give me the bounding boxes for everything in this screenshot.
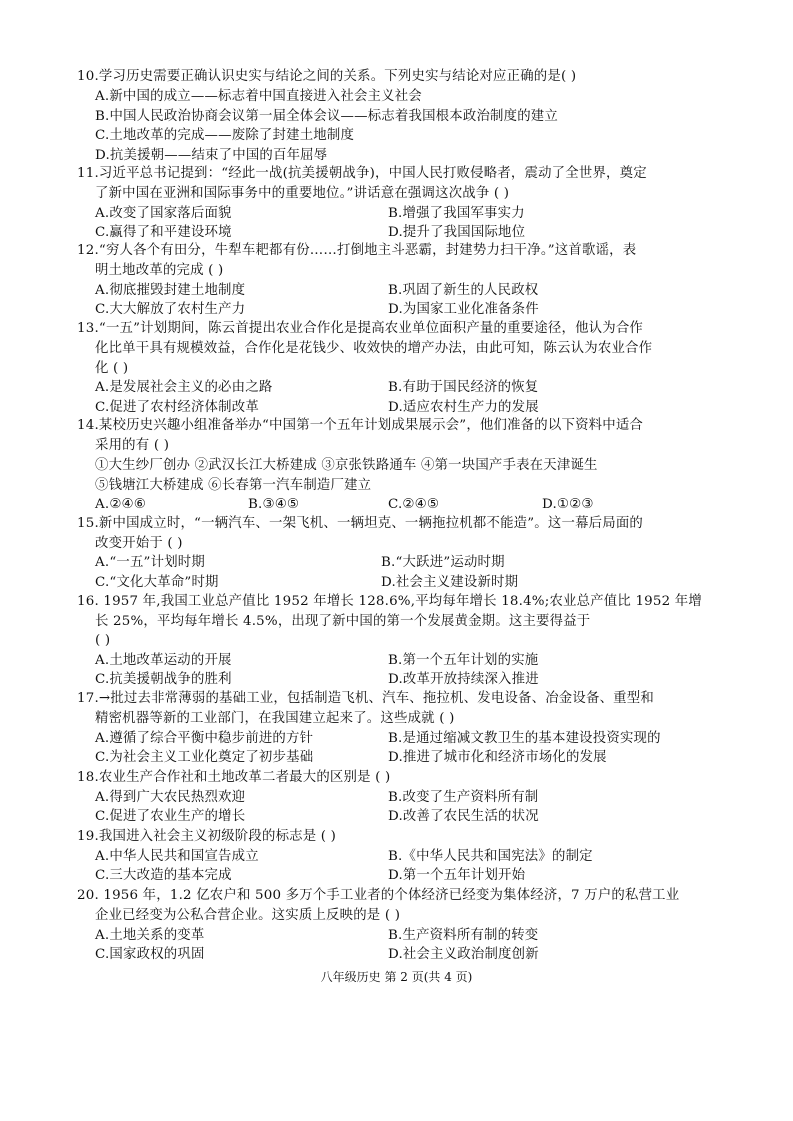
question-13-option-b: B.有助于国民经济的恢复: [388, 380, 539, 395]
question-12-stem-line-2: 明土地改革的完成 ( ): [95, 263, 224, 278]
question-20-option-d: D.社会主义政治制度创新: [388, 947, 539, 962]
question-14-option-d: D.①②③: [542, 497, 594, 512]
question-19-option-a: A.中华人民共和国宣告成立: [95, 849, 259, 864]
question-20-option-a: A.土地关系的变革: [95, 928, 205, 943]
question-20-option-c: C.国家政权的巩固: [95, 947, 205, 962]
question-13-stem-line-3: 化 ( ): [95, 361, 129, 376]
question-14-option-c: C.②④⑤: [388, 497, 440, 512]
question-10-option-b: B.中国人民政治协商会议第一届全体会议——标志着我国根本政治制度的建立: [95, 109, 558, 124]
question-16-option-b: B.第一个五年计划的实施: [388, 653, 539, 668]
question-13-option-c: C.促进了农村经济体制改革: [95, 400, 259, 415]
question-10-option-c: C.土地改革的完成——废除了封建土地制度: [95, 128, 355, 143]
question-16-option-c: C.抗美援朝战争的胜利: [95, 672, 232, 687]
question-12-option-a: A.彻底摧毁封建土地制度: [95, 283, 246, 298]
question-16-option-a: A.土地改革运动的开展: [95, 653, 232, 668]
question-12-option-b: B.巩固了新生的人民政权: [388, 283, 539, 298]
question-19-option-d: D.第一个五年计划开始: [388, 868, 526, 883]
question-17-option-d: D.推进了城市化和经济市场化的发展: [388, 750, 607, 765]
question-16-stem-line-1: 16. 1957 年,我国工业总产值比 1952 年增长 128.6%,平均每年增长 18.4%;农业总产值比 1952 年增: [77, 594, 702, 609]
question-15-stem-line-2: 改变开始于 ( ): [95, 536, 183, 551]
question-19-stem: 19.我国进入社会主义初级阶段的标志是 ( ): [77, 829, 337, 844]
question-13-option-a: A.是发展社会主义的必由之路: [95, 380, 273, 395]
question-17-stem-line-1: 17.→批过去非常薄弱的基础工业，包括制造飞机、汽车、拖拉机、发电设备、冶金设备、重型和: [77, 691, 654, 706]
question-17-option-b: B.是通过缩减文教卫生的基本建设投资实现的: [388, 731, 661, 746]
question-18-option-d: D.改善了农民生活的状况: [388, 809, 539, 824]
question-14-option-b: B.③④⑤: [248, 497, 300, 512]
question-19-option-c: C.三大改造的基本完成: [95, 868, 232, 883]
question-17-option-a: A.遵循了综合平衡中稳步前进的方针: [95, 731, 314, 746]
question-20-stem-line-1: 20. 1956 年，1.2 亿农户和 500 多万个手工业者的个体经济已经变为集体经济，7 万户的私营工业: [77, 888, 680, 903]
question-18-option-c: C.促进了农业生产的增长: [95, 809, 246, 824]
question-10-option-a: A.新中国的成立——标志着中国直接进入社会主义社会: [95, 89, 422, 104]
question-19-option-b: B.《中华人民共和国宪法》的制定: [388, 849, 593, 864]
question-18-option-b: B.改变了生产资料所有制: [388, 790, 539, 805]
question-13-option-d: D.适应农村生产力的发展: [388, 400, 539, 415]
question-18-stem: 18.农业生产合作社和土地改革二者最大的区别是 ( ): [77, 770, 391, 785]
question-15-stem-line-1: 15.新中国成立时，“一辆汽车、一架飞机、一辆坦克、一辆拖拉机都不能造”。这一幕后局面的: [77, 516, 644, 531]
question-14-option-a: A.②④⑥: [95, 497, 146, 512]
question-11-option-c: C.赢得了和平建设环境: [95, 225, 232, 240]
question-12-option-d: D.为国家工业化准备条件: [388, 302, 539, 317]
question-15-option-d: D.社会主义建设新时期: [381, 575, 519, 590]
question-16-stem-line-2: 长 25%，平均每年增长 4.5%，出现了新中国的第一个发展黄金期。这主要得益于: [95, 614, 591, 629]
question-11-option-a: A.改变了国家落后面貌: [95, 206, 232, 221]
question-16-answer-blank: ( ): [95, 633, 111, 648]
question-14-stem-line-1: 14.某校历史兴趣小组准备举办“中国第一个五年计划成果展示会”，他们准备的以下资料中适合: [77, 418, 644, 433]
question-17-option-c: C.为社会主义工业化奠定了初步基础: [95, 750, 314, 765]
question-11-option-b: B.增强了我国军事实力: [388, 206, 525, 221]
page-footer: 八年级历史 第 2 页(共 4 页): [320, 970, 473, 984]
question-12-option-c: C.大大解放了农村生产力: [95, 302, 246, 317]
question-13-stem-line-1: 13.“一五”计划期间，陈云首提出农业合作化是提高农业单位面积产量的重要途径，他认为合作: [77, 321, 644, 336]
question-12-stem-line-1: 12.“穷人各个有田分，牛犁车耙都有份……打倒地主斗恶霸，封建势力扫干净。”这首歌谣，表: [77, 243, 637, 258]
question-11-stem-line-1: 11.习近平总书记提到：“经此一战(抗美援朝战争)，中国人民打败侵略者，震动了全世界，奠定: [77, 166, 647, 181]
question-15-option-b: B.“大跃进”运动时期: [381, 555, 505, 570]
question-13-stem-line-2: 化比单干具有规模效益，合作化是花钱少、收效快的增产办法，由此可知，陈云认为农业合作: [95, 341, 653, 356]
question-14-materials-line-2: ⑤钱塘江大桥建成 ⑥长春第一汽车制造厂建立: [95, 478, 372, 493]
question-18-option-a: A.得到广大农民热烈欢迎: [95, 790, 246, 805]
question-20-option-b: B.生产资料所有制的转变: [388, 928, 539, 943]
question-14-materials-line-1: ①大生纱厂创办 ②武汉长江大桥建成 ③京张铁路通车 ④第一块国产手表在天津诞生: [95, 458, 598, 473]
question-10-stem: 10.学习历史需要正确认识史实与结论之间的关系。下列史实与结论对应正确的是( ): [77, 69, 577, 84]
question-11-option-d: D.提升了我国国际地位: [388, 225, 526, 240]
question-15-option-c: C.“文化大革命”时期: [95, 575, 219, 590]
question-10-option-d: D.抗美援朝——结束了中国的百年屈辱: [95, 148, 328, 163]
question-11-stem-line-2: 了新中国在亚洲和国际事务中的重要地位。”讲话意在强调这次战争 ( ): [95, 186, 510, 201]
question-15-option-a: A.“一五”计划时期: [95, 555, 205, 570]
question-20-stem-line-2: 企业已经变为公私合营企业。这实质上反映的是 ( ): [95, 908, 401, 923]
question-17-stem-line-2: 精密机器等新的工业部门，在我国建立起来了。这些成就 ( ): [95, 711, 455, 726]
question-16-option-d: D.改革开放持续深入推进: [388, 672, 539, 687]
question-14-stem-line-2: 采用的有 ( ): [95, 438, 170, 453]
